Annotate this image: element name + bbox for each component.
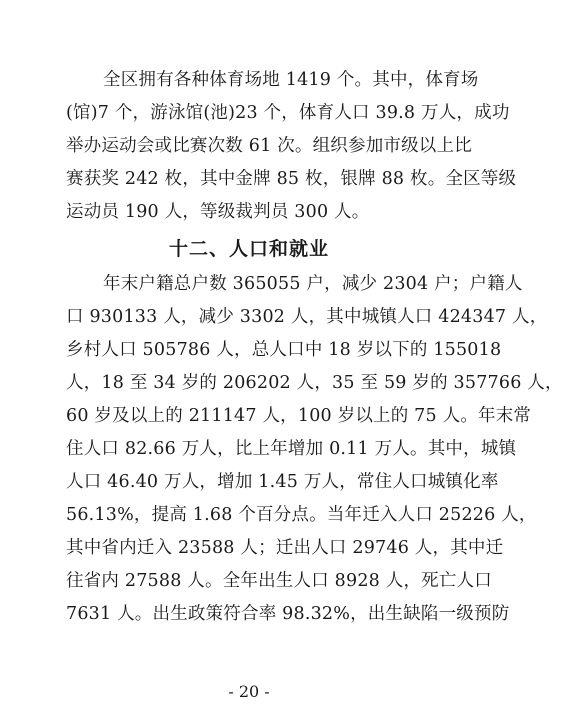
paragraph-population-line-3: 乡村人口 505786 人，总人口中 18 岁以下的 155018: [66, 340, 502, 360]
paragraph-population-line-5: 60 岁及以上的 211147 人，100 岁以上的 75 人。年末常: [66, 406, 532, 426]
section-heading: 十二、人口和就业: [168, 238, 329, 260]
paragraph-population-line-1: 年末户籍总户数 365055 户，减少 2304 户；户籍人: [103, 274, 523, 294]
paragraph-population-line-4: 人，18 至 34 岁的 206202 人，35 至 59 岁的 357766 人，: [66, 373, 563, 393]
paragraph-population-line-10: 往省内 27588 人。全年出生人口 8928 人，死亡人口: [66, 571, 492, 591]
paragraph-sports-line-2: (馆)7 个，游泳馆(池)23 个，体育人口 39.8 万人，成功: [66, 103, 510, 123]
paragraph-sports-line-3: 举办运动会或比赛次数 61 次。组织参加市级以上比: [66, 136, 472, 156]
paragraph-population-line-6: 住人口 82.66 万人，比上年增加 0.11 万人。其中，城镇: [66, 439, 517, 459]
paragraph-population-line-8: 56.13%，提高 1.68 个百分点。当年迁入人口 25226 人，: [66, 505, 537, 525]
paragraph-sports-line-1: 全区拥有各种体育场地 1419 个。其中，体育场: [103, 70, 479, 90]
paragraph-population-line-11: 7631 人。出生政策符合率 98.32%，出生缺陷一级预防: [66, 604, 510, 624]
paragraph-population-line-2: 口 930133 人，减少 3302 人，其中城镇人口 424347 人，: [66, 307, 548, 327]
paragraph-population-line-7: 人口 46.40 万人，增加 1.45 万人，常住人口城镇化率: [66, 472, 499, 492]
paragraph-sports-line-4: 赛获奖 242 枚，其中金牌 85 枚，银牌 88 枚。全区等级: [66, 169, 517, 189]
paragraph-population-line-9: 其中省内迁入 23588 人；迁出人口 29746 人，其中迁: [66, 538, 504, 558]
page-number: - 20 -: [228, 682, 270, 701]
paragraph-sports-line-5: 运动员 190 人，等级裁判员 300 人。: [66, 202, 370, 222]
